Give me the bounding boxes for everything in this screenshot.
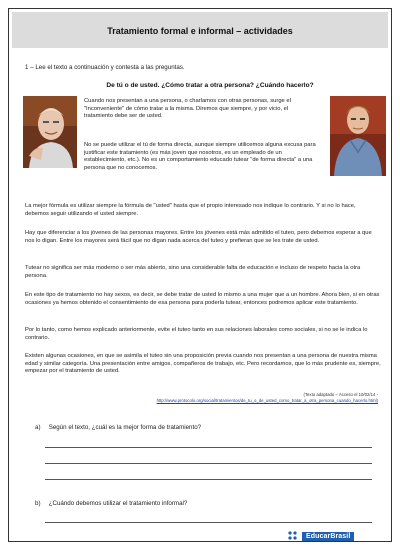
educarbrasil-logo-icon (287, 530, 299, 542)
paragraph-7: Por lo tanto, como hemos explicado anteriormente, evite el tuteo tanto en sus relaciones laborales como sociales, si no se le indica lo contrario. (25, 327, 368, 341)
answer-line-a1[interactable] (45, 447, 372, 448)
paragraph-4: Hay que diferenciar a los jóvenes de las personas mayores. Entre los jóvenes está más admitido el tuteo, pero debemos esperar a que nos lo digan. Entre los mayores será fácil que no digan nada acerca del tuteo y prefieran que se les trate de usted. (25, 230, 372, 244)
source-link[interactable]: http://www.protocolo.org/social/tratamientos/de_tu_o_de_usted_como_tratar_a_otra_persona_cuando_hacerlo.html) (156, 398, 378, 403)
article-subtitle: De tú o de usted. ¿Cómo tratar a otra persona? ¿Cuándo hacerlo? (106, 82, 314, 89)
elderly-man-photo (23, 96, 77, 168)
question-b-label: b) (35, 500, 41, 507)
paragraph-5: Tutear no significa ser más moderno o ser más abierto, sino una considerable falta de educación e incluso de respeto hacia la otra persona. (25, 265, 361, 279)
young-man-photo (330, 96, 386, 176)
brand-badge: EducarBrasil (302, 532, 354, 541)
question-a-text: Según el texto, ¿cuál es la mejor forma de tratamiento? (48, 424, 202, 431)
paragraph-8: Existen algunas ocasiones, en que se asimila el tuteo sin una proposición previa cuando nos presentan a una persona de nuestra misma edad y similar categoría. Una presentación entre amigos, compañeros de trabajo, etc. Pero recordamos, que lo más prudente es, siempre, empezar por el tratamiento de usted. (25, 353, 381, 375)
question-a (35, 424, 201, 431)
answer-line-a2[interactable] (45, 463, 372, 464)
paragraph-2: No se puede utilizar el tú de forma directa, aunque siempre utilicemos alguna excusa para justificar este tratamiento (es más joven que nosotros, es un empleado de un establecimiento, etc.). No es un comportamiento educado tutear "de forma directa" a una persona que no conocemos. (84, 142, 316, 171)
answer-line-b1[interactable] (45, 522, 372, 523)
paragraph-1: Cuando nos presentan a una persona, o charlamos con otras personas, surge el "Inconveniente" de cómo tratar a la misma. Diremos que siempre, y por vicio, el tratamiento debe ser de usted. (84, 98, 291, 120)
question-b (35, 500, 187, 507)
paragraph-3: La mejor fórmula es utilizar siempre la fórmula de "usted" hasta que el propio interesado nos indique lo contrario. Y si no lo hace, debemos seguir utilizando el usted siempre. (25, 203, 356, 217)
instruction: 1 – Lee el texto a continuación y contesta a las preguntas. (25, 64, 185, 71)
paragraph-6: En este tipo de tratamiento no hay sexos, es decir, se debe tratar de usted lo mismo a una mujer que a un hombre. Ahora bien, si en otras ocasiones ya hemos obtenido el consentimiento de esa persona para poderla tutear, entonces podremos aplicar este tratamiento. (25, 292, 380, 306)
source-citation (25, 392, 378, 404)
question-a-label: a) (35, 424, 41, 431)
answer-line-a3[interactable] (45, 479, 372, 480)
source-note: (Texto adaptado – Acceso el 10/02/14 - (303, 392, 378, 397)
question-b-text: ¿Cuándo debemos utilizar el tratamiento informal? (48, 500, 188, 507)
page-title: Tratamiento formal e informal – actividades (107, 26, 293, 36)
